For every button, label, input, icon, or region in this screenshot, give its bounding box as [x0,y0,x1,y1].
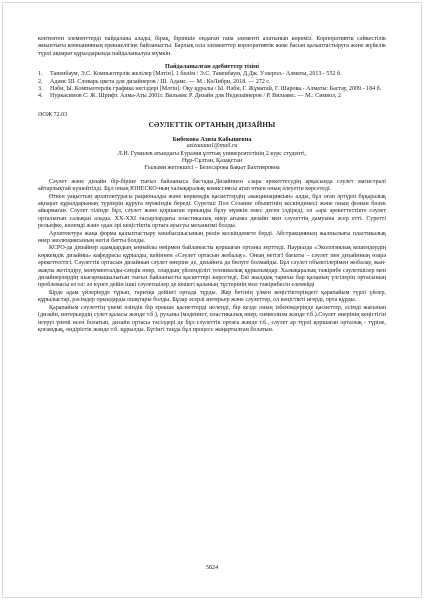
reference-number: 2. [38,78,43,85]
affiliation-line: Л.Н. Гумилев атындағы Еуразия ұлттық университетінің 2 курс студенті, [117,150,307,157]
page-number: 5824 [205,564,219,571]
supervisor-line: Ғылыми жетекшісі – Белесарова Бақыт Бахтияровна [144,165,280,172]
reference-number: 1. [38,71,43,78]
reference-item [38,71,386,78]
reference-text: Адамс Ш. Словарь цвета для дизайнеров / Ш. Адамс. — М.: КоЛибри, 2018. — 272 с. [50,78,271,85]
article-paragraph: Өткен уақыттың архитектурасы рационалды және көркемдік қасиеттердің «вакцинациясын» алды, бұл оған әртүрлі бұқаралық ақпарат құралдарының түрлерін құруға мүмкіндік береді. Суретші Пол Сезанне объектінің кескіндемесі және оның фонын бөлек айырмаған. Сәулет тілінде бұл, сәулет және қоршаған орныңды бұлу мүмкін емес деген ілдіреді, ол «ара әрекеттестікте сәулет орталығын салықан алады. XX-XXI ғасырлардағы пластикалық өнер ағымы дизайн мен сәулеттің дамуына әсер етті. Суретті рельефке, көлемді және одан әрі кеңістіктік ортаға ауысуы механизмі болды. [38,193,386,230]
reference-number: 3. [38,85,43,92]
udc-code: ӘОЖ 72.03 [38,111,68,118]
reference-item [38,79,386,86]
reference-number: 4. [38,93,43,100]
intro-paragraph: контентен элементтерді пайдалана алады, бірақ, біріншіе ондаған гана элементі алатынын көреміз. Корпоративтік сәйкестілік жиынтығы компанияның ерекшелігіне байланысты. Барлық осы элементтер корпоративтік жеке басын қалыптастыруға және жүйелік түрлі ақпарат құралдарында пайдаланылуы мүмкін. [38,36,386,57]
article-paragraph: КСРО-да дизайнер адамдардың ыңнайлы өмірмен байланысты қоршаған ортаны зерттеді. Наурызда «Экологиялық кешендердің көркемдік дизайны» кафедрасы құрылды, кейіннен «Сәулет ортасын жобалау». Оның негізгі бағыты – сәулет пен дизайнның өзара әрекеттестігі. Сәулеттік ортасын дизайнын сәулет өнеріне де, дизайнға да бөлуге болмайды. Бұл сәулет объектілерімен жобалау, жан-жақты жетілдіру, монументалды-сәндік өнер, олардың үйлемділігі техникалық құрылымдар. Халықаралық тәжірибе сәулетшілер мен дизайнерлердің шығармашылығын тығыз байланысты қасиеттері көрсетеді. Екі жылдық тарихы бар қаланың үлгілерін ортасының проблемасы өз ол: әл күнге дейін ішкі сәулетшілер де кешегі қаланың тұстерінің мол тәжірибесін елемейді [38,245,386,289]
affiliation-location: Нұр-Сұлтан, Қазақстан [181,157,243,164]
reference-text: Нуркасимов С. Ж. Шрифт. Алма-Аты 2001г. Вильямс Р. Дизайн для Недизайнеров / Р. Вильямс. — М.: Символ, 2 [50,93,342,100]
article-title: СӘУЛЕТТІК ОРТАНЫҢ ДИЗАЙНЫ [148,121,276,130]
article-paragraph: Сәулет және дизайн бір-біріне тығыз байланыса бастады.Дизайннен «зара әрекеттесудің арқасында сәулет магистралі айтарлықтай күшейтілді. Бұл оның ЮНЕСКО-ның халықаралық комиссиясы атап өткен оның әлеуетін көрсетеді. [38,178,386,193]
author-name: Бибекова Азиза Кабышевна [172,135,252,143]
reference-item [38,93,386,100]
article-paragraph: Қарапайым сәулеттің үнемі өзіндік бір ерекше қасиеттерді иеленді, бір кезде оның ізбенімдерінде қасиеттер, есімді жағынан (дизайн, интерьердің сулет қаласы жәнде т.б.), руханы (мәдениет, пластикалық өнер, символизм жәнде т.б.).Сәулет өнерінің кеңістігін игеруі үнемі өсен болатын, дизайн ортасы тәсілдері де бұл сәулеттік ортаға жәнде т.б., сәулет ар түрлі қоршаған орталық - түріне, қоғамдық, өндірістік жәнде т.б. құрылды. Бүгінгі таңда бұл процесс жаңартылған болатын. [38,304,386,333]
article-paragraph: Архитектура жаңа форма қалыптастыру көшбасшысының рөлін кескіндемете берді. Абстракцияның жалпылығы пластикалық өнер эволюциясының негізі батты болды. [38,230,386,245]
article-paragraph: Бірде адам үйлеріерде тұрып, тарихқа дейінгі ортада тұрды. Жер бетінің үлкен кеңістіктеріндегі қарапайым түрлі үйлер, құрылыстар, рәсімдер орындарды опақтары болды. Бұлар әсерлі интерьер және сәулеттер, ол кеңістікті игерді, орта құрды. [38,289,386,304]
reference-text: Нәби, Ы. Компьютерлік графика негіздері [Мәтін]: Оқу құралы / Ы. Нәби, Г. Жұматай, Г. Шарова.- Алматы: Бастау, 2009.- 184 б. [50,85,382,92]
author-email: azizaaaaa1@mail.ru [186,143,238,150]
references-list [38,71,386,101]
reference-text: Таненбаум, Э.С. Компьютерлік желілер [Мәтін]. 1 бөлім / Э.С. Таненбаум, Д.Дж. Уэзерол.- Алматы, 2013.- 552 б. [50,71,342,78]
references-heading: Пайдаланылған әдебиеттер тізімі [165,63,259,71]
